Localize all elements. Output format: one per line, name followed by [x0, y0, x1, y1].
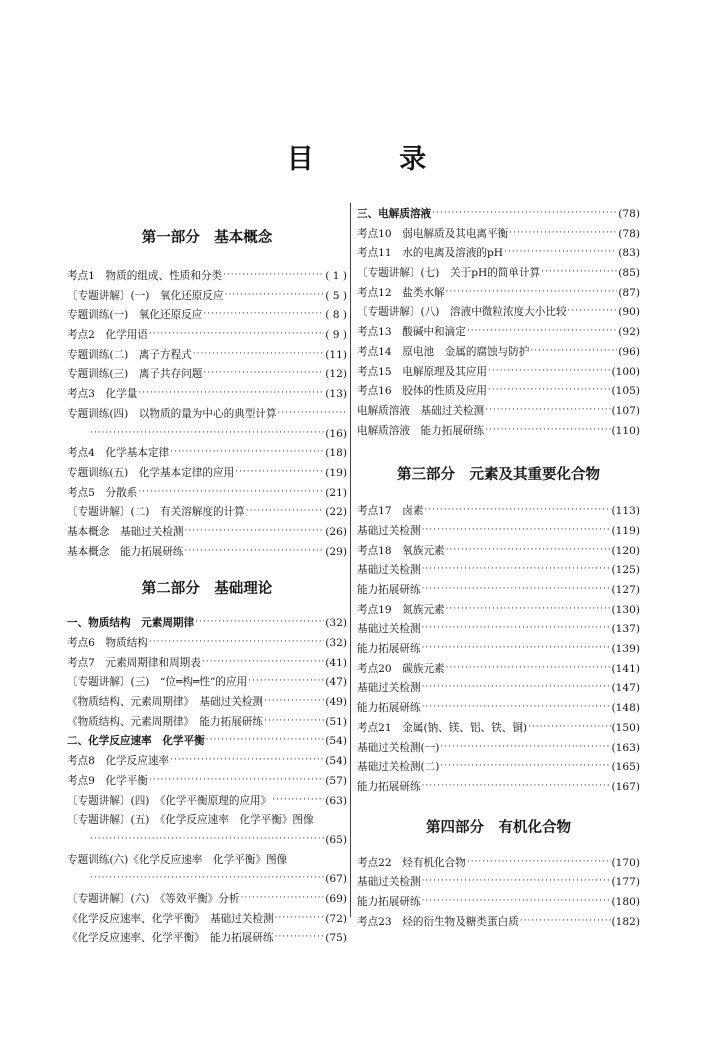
toc-entry: [67, 851, 347, 871]
toc-entry-label: 基础过关检测(二): [357, 761, 440, 774]
toc-entry: [357, 542, 640, 562]
toc-entry-label: 专题训练(三) 离子共存问题: [67, 368, 203, 381]
toc-entry-label: 专题训练(六)《化学反应速率 化学平衡》图像: [67, 853, 288, 866]
toc-entry-label: 考点11 水的电离及溶液的pH: [357, 247, 504, 260]
toc-entry-label: 基础过关检测: [357, 564, 421, 577]
toc-entry-label: 基本概念 能力拓展研练: [67, 545, 184, 558]
dot-leader: [422, 522, 611, 541]
toc-entry-page: (47): [325, 676, 347, 689]
dot-leader: [272, 792, 324, 811]
dot-leader: [248, 673, 324, 692]
toc-entry-page: (147): [611, 682, 640, 695]
toc-entry: [67, 385, 347, 405]
dot-leader: [568, 303, 618, 322]
toc-entry-page: (16): [325, 427, 347, 440]
toc-entry-page: (148): [611, 702, 640, 715]
toc-entry-page: (170): [611, 856, 640, 869]
toc-entry: [357, 363, 640, 383]
toc-entry-page: (85): [618, 267, 640, 280]
toc-entry-page: (182): [611, 915, 640, 928]
toc-entry: [67, 634, 347, 654]
part4-list: [357, 854, 640, 933]
toc-entry-label: 考点1 物质的组成、性质和分类: [67, 270, 223, 282]
toc-entry-page: (139): [611, 643, 640, 656]
toc-entry: [357, 502, 640, 522]
dot-leader: [170, 752, 324, 771]
toc-entry: [357, 620, 640, 640]
toc-entry-label: 考点9 化学平衡: [67, 774, 148, 787]
dot-leader: [235, 464, 324, 483]
dot-leader: [530, 343, 617, 362]
dot-leader: [488, 382, 610, 401]
dot-leader: [264, 713, 324, 732]
dot-leader: [446, 601, 611, 620]
toc-entry-page: (177): [611, 876, 640, 889]
toc-entry-page: ( 1 ): [325, 270, 347, 282]
toc-entry: [67, 870, 347, 890]
page-title: 目 录: [286, 144, 465, 175]
toc-entry-label: 考点5 分散系: [67, 486, 138, 499]
part3-title: 第三部分 元素及其重要化合物: [397, 466, 600, 484]
toc-entry-label: 基础过关检测: [357, 682, 421, 695]
toc-entry: [357, 382, 640, 402]
toc-entry-label: 考点21 金属(钠、镁、铝、铁、铜): [357, 721, 528, 734]
toc-entry-page: (110): [611, 424, 640, 437]
toc-entry: [67, 365, 347, 385]
toc-entry-label: 考点15 电解原理及其应用: [357, 365, 488, 378]
toc-entry-page: (51): [325, 715, 347, 728]
toc-entry-page: (26): [325, 525, 347, 538]
toc-entry: [67, 326, 347, 346]
toc-entry-label: 《物质结构、元素周期律》 能力拓展研练: [67, 715, 263, 728]
toc-entry-page: (87): [618, 286, 640, 299]
toc-entry-label: 考点22 烃有机化合物: [357, 856, 466, 869]
toc-entry-page: ( 8 ): [325, 309, 347, 322]
toc-entry: [67, 929, 347, 949]
toc-entry-page: (165): [611, 761, 640, 774]
part2-title: 第二部分 基础理论: [141, 580, 273, 598]
toc-entry: [357, 893, 640, 913]
toc-entry: [67, 405, 347, 425]
toc-entry-label: 能力拓展研练: [357, 702, 421, 715]
toc-entry: [67, 732, 347, 752]
toc-entry-label: 能力拓展研练: [357, 584, 421, 596]
toc-entry-page: (180): [611, 895, 640, 908]
toc-entry-page: (21): [325, 486, 347, 499]
toc-entry-page: (65): [325, 833, 347, 846]
dot-leader: [509, 225, 617, 244]
toc-entry: [67, 306, 347, 326]
dot-leader: [467, 323, 617, 342]
toc-entry: [67, 831, 347, 851]
toc-entry-label: 〔专题讲解〕(一) 氧化还原反应: [67, 289, 224, 302]
part4-title: 第四部分 有机化合物: [426, 818, 571, 836]
toc-entry-page: (125): [611, 564, 640, 577]
toc-entry: [357, 343, 640, 363]
toc-entry-page: (32): [325, 637, 347, 649]
toc-entry: [67, 503, 347, 523]
left-column: [67, 205, 347, 949]
toc-entry-page: (67): [325, 873, 347, 886]
toc-entry: [357, 913, 640, 933]
toc-entry: [357, 284, 640, 304]
toc-entry-page: (120): [611, 544, 640, 557]
toc-entry: [357, 660, 640, 680]
toc-entry: [67, 267, 347, 287]
toc-entry-label: 能力拓展研练: [357, 895, 421, 908]
dot-leader: [422, 893, 611, 912]
toc-entry: [67, 484, 347, 504]
toc-entry-page: (100): [611, 365, 640, 378]
dot-leader: [225, 287, 325, 306]
toc-entry-page: (78): [618, 227, 640, 240]
toc-entry-label: 电解质溶液 能力拓展研练: [357, 424, 485, 437]
toc-entry-label: 一、物质结构 元素周期律: [67, 617, 195, 630]
dot-leader: [275, 910, 325, 929]
toc-entry: [357, 561, 640, 581]
dot-leader: [195, 614, 324, 633]
dot-leader: [275, 929, 325, 948]
toc-entry-page: (32): [325, 617, 347, 630]
dot-leader: [206, 732, 325, 751]
toc-entry: [67, 772, 347, 792]
toc-entry: [357, 402, 640, 422]
column-divider: [350, 203, 351, 917]
dot-leader: [138, 385, 324, 404]
toc-entry: [67, 523, 347, 543]
toc-entry-page: (69): [325, 892, 347, 905]
toc-entry-label: 基本概念 基础过关检测: [67, 525, 184, 538]
toc-entry-page: (13): [325, 388, 347, 401]
toc-entry-label: 《化学反应速率、化学平衡》 能力拓展研练: [67, 932, 274, 945]
toc-entry-label: 考点12 盐类水解: [357, 286, 445, 299]
toc-entry-label: 考点16 胶体的性质及应用: [357, 385, 488, 398]
toc-entry: [357, 758, 640, 778]
toc-entry-label: 考点19 氮族元素: [357, 603, 445, 616]
toc-entry: [67, 543, 347, 563]
toc-entry: [357, 522, 640, 542]
dot-leader: [422, 699, 611, 718]
toc-entry-page: (41): [325, 656, 347, 669]
dot-leader: [422, 679, 611, 698]
toc-entry: [357, 601, 640, 621]
toc-entry: [357, 719, 640, 739]
dot-leader: [485, 422, 610, 441]
dot-leader: [203, 365, 324, 384]
toc-entry-label: 〔专题讲解〕(六) 《等效平衡》分析: [67, 892, 240, 905]
toc-entry-label: 考点18 氧族元素: [357, 544, 445, 557]
dot-leader: [202, 654, 324, 673]
toc-entry-label: 考点6 物质结构: [67, 637, 148, 649]
toc-entry-label: 能力拓展研练: [357, 643, 421, 656]
toc-entry-page: (11): [325, 348, 347, 361]
toc-entry: [357, 303, 640, 323]
toc-entry: [67, 910, 347, 930]
toc-entry-page: (49): [325, 696, 347, 709]
dot-leader: [278, 405, 346, 424]
toc-entry: [67, 693, 347, 713]
toc-entry-label: 专题训练(五) 化学基本定律的应用: [67, 466, 235, 479]
toc-entry: [67, 811, 347, 831]
toc-entry: [67, 890, 347, 910]
dot-leader: [504, 244, 617, 263]
part3-list: [357, 502, 640, 797]
toc-entry: [357, 205, 640, 225]
dot-leader: [424, 502, 610, 521]
toc-entry-label: 《化学反应速率、化学平衡》 基础过关检测: [67, 912, 274, 925]
toc-entry-page: (63): [325, 794, 347, 807]
toc-entry-page: ( 5 ): [325, 289, 347, 302]
toc-entry-label: 〔专题讲解〕(三) “位═构═性”的应用: [67, 676, 248, 689]
dot-leader: [185, 543, 325, 562]
toc-entry-page: (90): [618, 306, 640, 319]
dot-leader: [240, 890, 324, 909]
toc-entry: [67, 713, 347, 733]
toc-entry-label: 〔专题讲解〕(七) 关于pH的简单计算: [357, 267, 541, 280]
part2-list: [67, 614, 347, 949]
dot-leader: [422, 620, 611, 639]
dot-leader: [446, 542, 611, 561]
toc-entry-page: ( 9 ): [325, 329, 347, 342]
toc-entry: [357, 854, 640, 874]
dot-leader: [528, 719, 610, 738]
toc-entry-page: (167): [611, 780, 640, 793]
toc-entry: [357, 422, 640, 442]
toc-entry-label: 能力拓展研练: [357, 780, 421, 793]
toc-entry-label: 基础过关检测(一): [357, 741, 440, 754]
dot-leader: [422, 640, 611, 659]
toc-entry-label: 考点4 化学基本定律: [67, 447, 170, 460]
toc-entry-page: (163): [611, 741, 640, 754]
toc-entry-label: 基础过关检测: [357, 876, 421, 889]
toc-entry-page: (29): [325, 545, 347, 558]
dot-leader: [467, 854, 611, 873]
toc-entry-label: 考点14 原电池 金属的腐蚀与防护: [357, 345, 530, 358]
toc-entry: [67, 752, 347, 772]
toc-entry: [67, 673, 347, 693]
toc-entry: [67, 444, 347, 464]
dot-leader: [170, 444, 324, 463]
toc-entry: [357, 679, 640, 699]
toc-entry-label: 三、电解质溶液: [357, 208, 432, 220]
toc-entry-label: 考点13 酸碱中和滴定: [357, 326, 466, 339]
toc-entry-page: (105): [611, 385, 640, 398]
toc-entry-page: (75): [325, 932, 347, 945]
toc-entry-label: 考点8 化学反应速率: [67, 755, 170, 768]
dot-leader: [149, 634, 324, 653]
dot-leader: [520, 913, 611, 932]
toc-entry-label: 考点20 碳族元素: [357, 662, 445, 675]
toc-entry: [357, 581, 640, 601]
toc-entry-page: (127): [611, 584, 640, 596]
toc-entry-page: (54): [325, 755, 347, 768]
toc-entry: [357, 225, 640, 245]
toc-entry-page: (150): [611, 721, 640, 734]
toc-entry-label: 〔专题讲解〕(四) 《化学平衡原理的应用》: [67, 794, 272, 807]
toc-entry-label: 〔专题讲解〕(八) 溶液中微粒浓度大小比较: [357, 306, 567, 319]
toc-entry-page: (83): [618, 247, 640, 260]
toc-entry: [357, 739, 640, 759]
toc-entry-label: 专题训练(四) 以物质的量为中心的典型计算: [67, 407, 277, 420]
toc-entry-label: 基础过关检测: [357, 623, 421, 636]
dot-leader: [193, 346, 324, 365]
toc-entry: [67, 425, 347, 445]
toc-entry-label: 《物质结构、元素周期律》 基础过关检测: [67, 696, 263, 709]
toc-entry-label: 考点2 化学用语: [67, 329, 148, 342]
toc-entry: [357, 640, 640, 660]
toc-entry-page: (18): [325, 447, 347, 460]
dot-leader: [446, 284, 618, 303]
toc-entry-label: 二、化学反应速率 化学平衡: [67, 735, 205, 748]
toc-entry-label: 考点17 卤素: [357, 505, 424, 518]
toc-entry: [67, 464, 347, 484]
toc-entry-page: (22): [325, 506, 347, 519]
part1-list: [67, 267, 347, 562]
toc-entry-page: (19): [325, 466, 347, 479]
toc-entry: [357, 778, 640, 798]
dot-leader: [223, 267, 324, 286]
dot-leader: [185, 523, 325, 542]
dot-leader: [90, 425, 324, 444]
toc-entry-label: 〔专题讲解〕(二) 有关溶解度的计算: [67, 506, 245, 519]
right-column: [357, 205, 640, 932]
toc-entry-page: (119): [611, 524, 640, 537]
dot-leader: [422, 873, 611, 892]
dot-leader: [90, 831, 324, 850]
toc-entry-page: (96): [618, 345, 640, 358]
toc-entry-page: (78): [618, 208, 640, 220]
dot-leader: [422, 561, 611, 580]
toc-entry: [357, 873, 640, 893]
toc-entry: [357, 264, 640, 284]
dot-leader: [246, 503, 324, 522]
toc-entry-label: 考点23 烃的衍生物及糖类蛋白质: [357, 915, 519, 928]
toc-entry: [67, 287, 347, 307]
toc-entry: [67, 614, 347, 634]
toc-entry: [67, 346, 347, 366]
dot-leader: [149, 772, 324, 791]
toc-entry-page: (12): [325, 368, 347, 381]
toc-entry-page: (54): [325, 735, 347, 748]
toc-entry: [67, 792, 347, 812]
toc-entry-label: 专题训练(二) 离子方程式: [67, 348, 192, 361]
dot-leader: [422, 778, 611, 797]
section3-list: [357, 205, 640, 441]
dot-leader: [90, 870, 324, 889]
dot-leader: [264, 693, 324, 712]
dot-leader: [488, 363, 610, 382]
toc-entry-label: 专题训练(一) 氧化还原反应: [67, 309, 203, 322]
dot-leader: [432, 205, 617, 224]
toc-entry-label: 基础过关检测: [357, 524, 421, 537]
part1-title: 第一部分 基本概念: [141, 229, 273, 246]
dot-leader: [422, 581, 611, 600]
toc-entry-page: (137): [611, 623, 640, 636]
dot-leader: [440, 739, 610, 758]
dot-leader: [446, 660, 611, 679]
dot-leader: [485, 402, 610, 421]
toc-entry-page: (57): [325, 774, 347, 787]
toc-entry-page: (92): [618, 326, 640, 339]
toc-entry-page: (113): [611, 505, 640, 518]
dot-leader: [149, 326, 324, 345]
dot-leader: [541, 264, 617, 283]
toc-entry-label: 考点7 元素周期律和周期表: [67, 656, 201, 669]
toc-entry: [357, 323, 640, 343]
toc-entry-page: (141): [611, 662, 640, 675]
toc-entry-label: 考点3 化学量: [67, 388, 138, 401]
toc-entry-label: 电解质溶液 基础过关检测: [357, 404, 485, 417]
toc-entry-page: (130): [611, 603, 640, 616]
toc-entry-page: (72): [325, 912, 347, 925]
dot-leader: [138, 484, 324, 503]
dot-leader: [440, 758, 610, 777]
toc-entry-page: (107): [611, 404, 640, 417]
toc-entry: [357, 699, 640, 719]
toc-entry: [357, 244, 640, 264]
toc-entry-label: 考点10 弱电解质及其电离平衡: [357, 227, 509, 240]
dot-leader: [203, 306, 324, 325]
toc-entry: [67, 654, 347, 674]
toc-entry-label: 〔专题讲解〕(五) 《化学反应速率 化学平衡》图像: [67, 814, 314, 827]
